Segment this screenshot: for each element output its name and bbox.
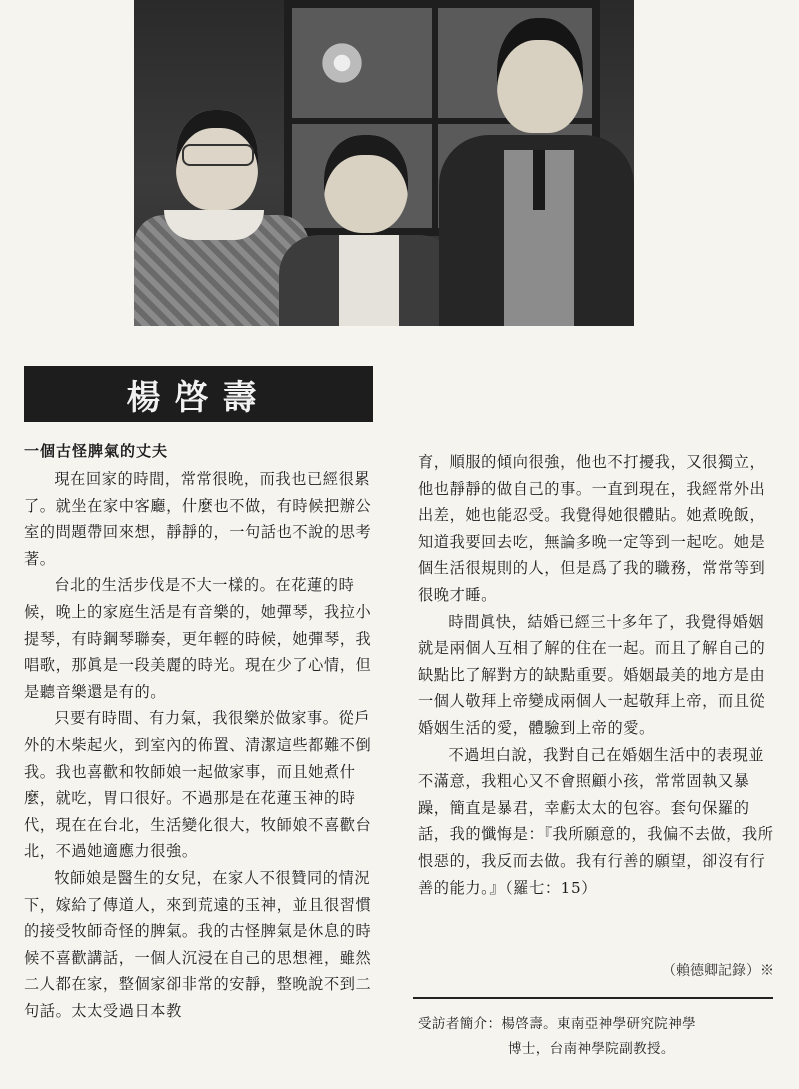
interviewee-profile <box>418 1012 778 1062</box>
profile-line: 受訪者簡介：楊啓壽。東南亞神學研究院神學 <box>418 1016 696 1032</box>
article-subtitle: 一個古怪脾氣的丈夫 <box>24 442 169 460</box>
divider-rule <box>413 997 773 999</box>
article-title: 楊啓壽 <box>24 366 373 422</box>
paragraph: 現在回家的時間，常常很晚，而我也已經很累了。就坐在家中客廳，什麼也不做，有時候把辦公室的問題帶回來想，靜靜的，一句話也不說的思考著。 <box>24 470 372 568</box>
wife-figure <box>279 125 459 326</box>
paragraph: 只要有時間、有力氣，我很樂於做家事。從戶外的木柴起火，到室內的佈置、清潔這些都難不倒我。我也喜歡和牧師娘一起做家事，而且她煮什麼，就吃，胃口很好。不過那是在花蓮玉神的時代，現在在台北，生活變化很大，牧師娘不喜歡台北，不過她適應力很強。 <box>24 709 372 861</box>
paragraph: 育，順服的傾向很強，他也不打擾我，又很獨立，他也靜靜的做自己的事。一直到現在，我經常外出出差，她也能忍受。我覺得她很體貼。她煮晚飯，知道我要回去吃，無論多晚一定等到一起吃。她是個生活很規則的人，但是爲了我的職務，常常等到很晚才睡。 <box>418 453 766 604</box>
profile-line: 博士，台南神學院副教授。 <box>508 1041 675 1057</box>
left-column <box>24 466 380 1024</box>
family-photo <box>134 0 634 326</box>
recorder-signature: （賴德卿記錄）※ <box>662 963 774 979</box>
signature-wrap <box>418 960 774 980</box>
paragraph: 台北的生活步伐是不大一樣的。在花蓮的時候，晚上的家庭生活是有音樂的，她彈琴，我拉小提琴，有時鋼琴聯奏，更年輕的時候，她彈琴，我唱歌，那眞是一段美麗的時光。現在少了心情，但是聽音樂還是有的。 <box>24 576 372 701</box>
paragraph: 牧師娘是醫生的女兒，在家人不很贊同的情況下，嫁給了傳道人，來到荒遠的玉神，並且很習慣的接受牧師奇怪的脾氣。我的古怪脾氣是休息的時候不喜歡講話，一個人沉浸在自己的思想裡，雖然二人都在家，整個家卻非常的安靜，整晚說不到二句話。太太受過日本教 <box>24 868 372 1020</box>
orchid-flower <box>319 40 365 86</box>
paragraph: 不過坦白說，我對自己在婚姻生活中的表現並不滿意，我粗心又不會照顧小孩，常常固執又暴躁，簡直是暴君，幸虧太太的包容。套句保羅的話，我的懺悔是：『我所願意的，我偏不去做，我所恨惡的，我反而去做。我有行善的願望，卻沒有行善的能力。』（羅七：15） <box>418 745 774 897</box>
husband-figure <box>439 10 634 326</box>
right-column <box>418 449 774 901</box>
paragraph: 時間眞快，結婚已經三十多年了，我覺得婚姻就是兩個人互相了解的住在一起。而且了解自己的缺點比了解對方的缺點重要。婚姻最美的地方是由一個人敬拜上帝變成兩個人一起敬拜上帝，而且從婚姻生活的愛，體驗到上帝的愛。 <box>418 612 766 737</box>
